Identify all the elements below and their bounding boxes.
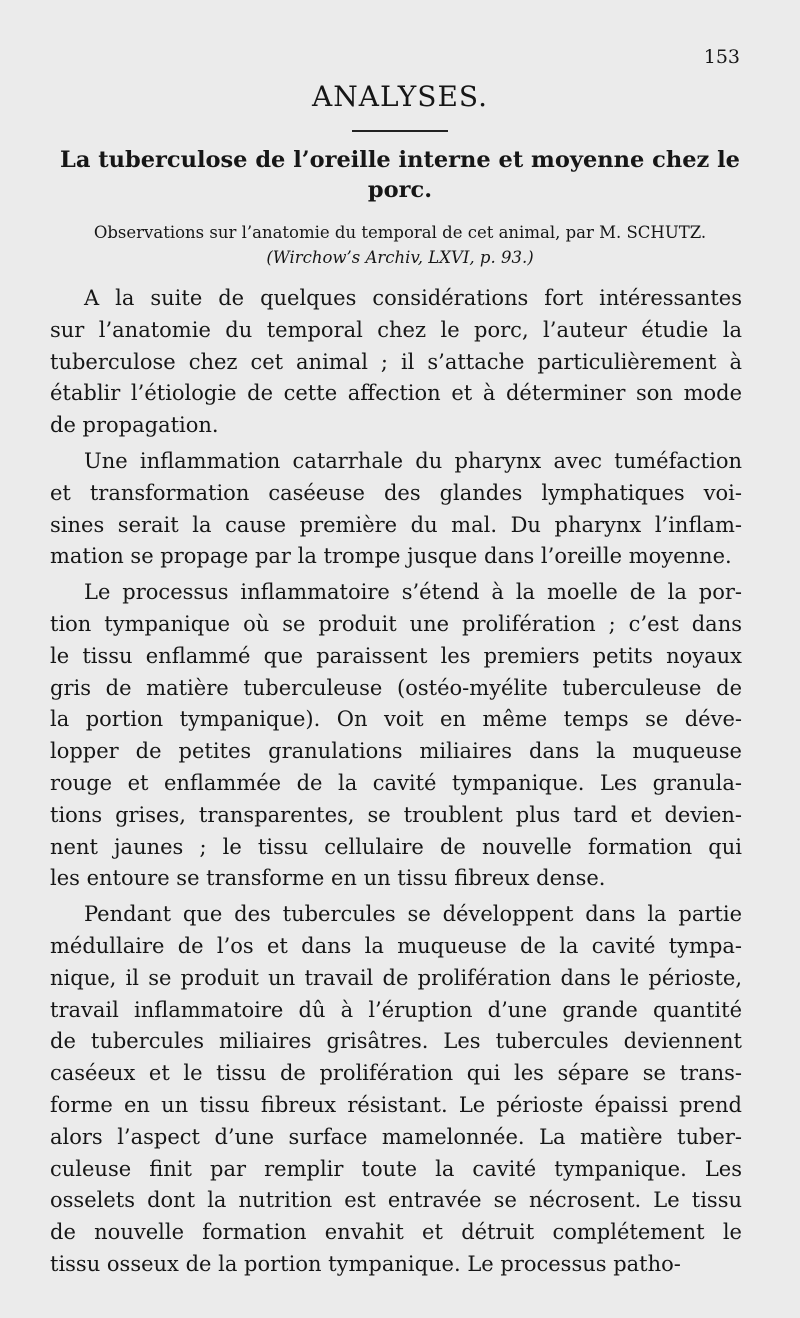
subtitle-line: (Wirchow’s Archiv, LXVI, p. 93.) xyxy=(266,248,534,267)
text-line: lopper de petites granulations miliaires dans la muqueuse xyxy=(50,739,742,764)
article-title-line: porc. xyxy=(367,177,433,203)
text-line: caséeux et le tissu de prolifération qui les sépare se trans- xyxy=(50,1061,742,1086)
text-line: de tubercules miliaires grisâtres. Les tubercules deviennent xyxy=(50,1029,742,1054)
text-line: Le processus inflammatoire s’étend à la moelle de la por- xyxy=(84,580,742,605)
text-line: nique, il se produit un travail de prolifération dans le périoste, xyxy=(50,965,742,990)
paragraph xyxy=(50,577,742,895)
text-line: Une inflammation catarrhale du pharynx avec tuméfaction xyxy=(84,448,742,473)
text-line: travail inflammatoire dû à l’éruption d’une grande quantité xyxy=(50,997,742,1022)
text-line: rouge et enflammée de la cavité tympanique. Les granula- xyxy=(50,770,742,795)
text-line: gris de matière tuberculeuse (ostéo-myélite tuberculeuse de xyxy=(50,675,742,700)
text-line: tions grises, transparentes, se troublent plus tard et devien- xyxy=(50,802,742,827)
text-line: la portion tympanique). On voit en même temps se déve- xyxy=(50,707,742,732)
paragraph xyxy=(50,446,742,573)
section-title: ANALYSES. xyxy=(312,80,488,113)
text-line: osselets dont la nutrition est entravée se nécrosent. Le tissu xyxy=(50,1188,742,1213)
text-line: forme en un tissu fibreux résistant. Le périoste épaissi prend xyxy=(50,1092,742,1117)
text-line: Pendant que des tubercules se développent dans la partie xyxy=(84,902,742,927)
text-line: le tissu enflammé que paraissent les premiers petits noyaux xyxy=(50,643,742,668)
paragraph xyxy=(50,899,742,1281)
text-line: de propagation. xyxy=(50,413,219,438)
paragraph xyxy=(50,283,742,442)
text-line: tissu osseux de la portion tympanique. Le processus patho- xyxy=(50,1251,681,1276)
text-line: tion tympanique où se produit une prolifération ; c’est dans xyxy=(50,611,742,636)
text-line: tuberculose chez cet animal ; il s’attache particulièrement à xyxy=(50,349,742,374)
text-line: établir l’étiologie de cette affection et à déterminer son mode xyxy=(50,381,742,406)
subtitle-line: Observations sur l’anatomie du temporal de cet animal, par M. SCHUTZ. xyxy=(93,223,707,242)
article-subtitle xyxy=(50,220,750,270)
text-line: A la suite de quelques considérations fort intéressantes xyxy=(84,286,742,310)
text-line: alors l’aspect d’une surface mamelonnée. La matière tuber- xyxy=(50,1124,742,1149)
text-line: les entoure se transforme en un tissu fibreux dense. xyxy=(50,866,606,891)
text-line: sines serait la cause première du mal. Du pharynx l’inflam- xyxy=(50,512,742,537)
page-number: 153 xyxy=(703,46,740,68)
title-rule xyxy=(352,130,448,132)
article-body xyxy=(50,283,742,1281)
text-line: sur l’anatomie du temporal chez le porc, l’auteur étudie la xyxy=(50,317,742,342)
text-line: de nouvelle formation envahit et détruit complétement le xyxy=(50,1220,742,1245)
article-title xyxy=(50,145,750,205)
text-line: nent jaunes ; le tissu cellulaire de nouvelle formation qui xyxy=(50,834,742,859)
text-line: et transformation caséeuse des glandes lymphatiques voi- xyxy=(50,480,742,505)
text-line: mation se propage par la trompe jusque dans l’oreille moyenne. xyxy=(50,544,732,569)
text-line: médullaire de l’os et dans la muqueuse de la cavité tympa- xyxy=(50,933,742,958)
article-title-line: La tuberculose de l’oreille interne et moyenne chez le xyxy=(60,147,740,173)
text-line: culeuse finit par remplir toute la cavité tympanique. Les xyxy=(50,1156,742,1181)
